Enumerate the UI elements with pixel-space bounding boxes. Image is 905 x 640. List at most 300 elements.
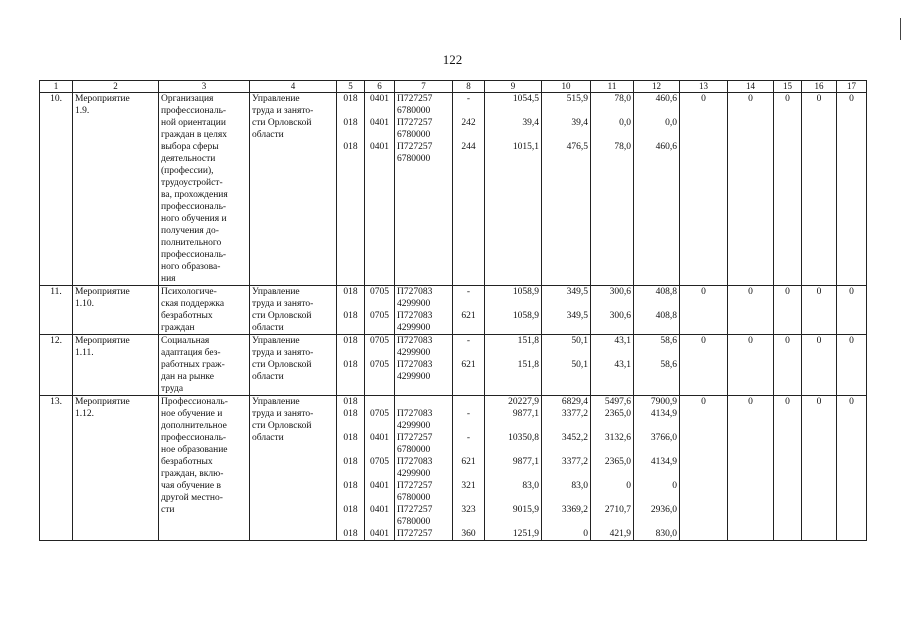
cell-line: адаптация без- [161,348,221,358]
year3-amount-cell [634,286,680,335]
year1-amount: 3452,2 [561,433,588,443]
cell-line: труда и занято- [252,106,314,116]
cell-line: Мероприятие [75,336,130,346]
budget-table [39,80,867,541]
indicator-c15-cell: 0 [774,396,802,541]
section-code: 0401 [370,94,389,104]
year1-amount: 349,5 [566,311,588,321]
header-cell: 4 [250,81,337,93]
total-amount: 10350,8 [508,433,539,443]
indicator-c16-cell: 0 [802,286,837,335]
spacer [544,105,588,117]
ministry-code: 018 [343,118,358,128]
cell-line: 1.11. [75,348,94,358]
spacer [339,298,362,310]
year1-amount: 476,5 [566,142,588,152]
year3-amount: 460,6 [655,94,677,104]
cell-line: 4299900 [397,372,431,382]
expense-type: 621 [461,311,476,321]
ministry-code: 018 [343,360,358,370]
spacer [367,298,392,310]
cell-line: выбора сферы [161,142,219,152]
header-cell: 11 [591,81,634,93]
section-code: 0401 [370,505,389,515]
spacer [339,444,362,456]
year1-amount: 3369,2 [561,505,588,515]
indicator-c15-cell: 0 [774,286,802,335]
expense-type-cell [453,396,485,541]
cell-line: области [252,372,284,382]
cell-line: 1.9. [75,106,90,116]
cell-line: Организация [161,94,214,104]
cell-line: безработных [161,457,213,467]
section-code-cell [365,335,395,396]
header-cell: 7 [395,81,453,93]
spacer [455,420,482,432]
year3-amount: 4134,9 [650,409,677,419]
cell-line: полнительного [161,238,222,248]
spacer [544,153,588,165]
spacer [339,492,362,504]
total-amount: 151,8 [517,336,539,346]
year3-amount: 830,0 [655,529,677,539]
header-cell: 1 [40,81,73,93]
spacer [593,420,631,432]
indicator-c14-cell: 0 [728,93,774,286]
cell-line: 6780000 [397,106,431,116]
ministry-code-cell [337,335,365,396]
spacer [487,347,539,359]
spacer [544,322,588,334]
spacer [636,298,677,310]
year2-amount: 0 [626,481,631,491]
spacer [593,105,631,117]
spacer [593,322,631,334]
cell-line: 1.10. [75,299,94,309]
expense-type-cell [453,286,485,335]
cell-line: Управление [252,94,300,104]
spacer [367,516,392,528]
cell-line: 4299900 [397,469,431,479]
year2-amount-cell [591,335,634,396]
event-name-cell [159,396,250,541]
header-cell: 10 [542,81,591,93]
ministry-code: 018 [343,142,358,152]
cell-line: 6780000 [397,517,431,527]
cell-line: сти Орловской [252,421,312,431]
expense-type: 244 [461,142,476,152]
cell-line: Мероприятие [75,397,130,407]
indicator-c17-cell: 0 [837,286,867,335]
year1-amount-cell [542,93,591,286]
spacer [636,347,677,359]
year2-amount: 300,6 [609,311,631,321]
cell-line: профессиональ- [161,106,227,116]
cell-line: профессиональ- [161,250,227,260]
year1-amount: 50,1 [571,336,588,346]
target-article-cell [395,335,453,396]
section-code: 0401 [370,481,389,491]
spacer [455,371,482,383]
ministry-code: 018 [343,336,358,346]
header-row [40,81,867,93]
total-amount: 1015,1 [512,142,539,152]
header-cell: 12 [634,81,680,93]
indicator-c15-cell: 0 [774,93,802,286]
spacer [367,347,392,359]
section-code: 0705 [370,336,389,346]
spacer [593,371,631,383]
year1-amount-cell [542,396,591,541]
year3-amount: 408,8 [655,287,677,297]
spacer [544,492,588,504]
spacer [339,347,362,359]
indicator-c13-cell: 0 [680,93,728,286]
cell-line: получения до- [161,226,219,236]
spacer [636,492,677,504]
table-header [40,81,867,93]
section-code: 0401 [370,118,389,128]
year2-amount: 78,0 [614,142,631,152]
total-amount: 1251,9 [512,529,539,539]
year2-amount-cell [591,286,634,335]
cell-line: чая обучение в [161,481,221,491]
spacer [636,129,677,141]
total-line: 20227,9 [508,397,539,407]
spacer [455,322,482,334]
year2-amount: 2365,0 [604,409,631,419]
year2-amount-cell [591,93,634,286]
ministry-code: 018 [343,311,358,321]
spacer [487,492,539,504]
spacer [593,129,631,141]
cell-line: П727257 [397,118,433,128]
spacer [636,468,677,480]
spacer [455,105,482,117]
section-code: 0401 [370,529,389,539]
cell-line: ной ориентации [161,118,226,128]
indicator-c14-cell: 0 [728,335,774,396]
spacer [367,420,392,432]
total-amount: 1058,9 [512,287,539,297]
executor-cell [250,286,337,335]
indicator-c16-cell: 0 [802,335,837,396]
spacer [593,298,631,310]
table-row [40,396,867,541]
expense-type: - [466,94,471,104]
spacer [544,516,588,528]
ministry-code-cell [337,93,365,286]
cell-line: ния [161,274,176,284]
expense-type-cell [453,335,485,396]
cell-line: дан на рынке [161,372,214,382]
expense-type-cell [453,93,485,286]
row-number: 13. [40,396,73,541]
spacer [487,153,539,165]
table-row [40,93,867,286]
cell-line: Социальная [161,336,210,346]
total-amount: 1058,9 [512,311,539,321]
total-line: 6829,4 [561,397,588,407]
spacer [487,371,539,383]
expense-type: 323 [461,505,476,515]
spacer [544,298,588,310]
year2-amount: 2710,7 [604,505,631,515]
total-amount: 9015,9 [512,505,539,515]
year3-amount: 58,6 [660,336,677,346]
spacer [455,444,482,456]
expense-type: 621 [461,457,476,467]
cell-line: П727257 [397,142,433,152]
expense-type: 621 [461,360,476,370]
event-name-cell [159,286,250,335]
spacer [367,492,392,504]
indicator-c16-cell: 0 [802,396,837,541]
indicator-c14-cell: 0 [728,286,774,335]
ministry-code-cell [337,396,365,541]
spacer [455,516,482,528]
cell-line: ного образова- [161,262,221,272]
cell-line: П727083 [397,360,433,370]
ministry-code: 018 [343,529,358,539]
indicator-c15-cell: 0 [774,335,802,396]
cell-line: (профессии), [161,166,214,176]
spacer [339,153,362,165]
year3-amount: 58,6 [660,360,677,370]
spacer [593,153,631,165]
spacer [544,468,588,480]
cell-line: труда и занято- [252,299,314,309]
header-cell: 14 [728,81,774,93]
total-amount-cell [485,335,542,396]
cell-line: области [252,433,284,443]
year2-amount-cell [591,396,634,541]
spacer [487,516,539,528]
total-amount-cell [485,286,542,335]
cell-line: Управление [252,397,300,407]
spacer [544,347,588,359]
year3-amount-cell [634,396,680,541]
header-cell: 13 [680,81,728,93]
spacer [367,129,392,141]
total-line: 018 [343,397,358,407]
spacer [636,420,677,432]
year2-amount: 421,9 [609,529,631,539]
spacer [593,492,631,504]
spacer [455,129,482,141]
spacer [593,444,631,456]
spacer [339,129,362,141]
spacer [593,347,631,359]
cell-line: безработных [161,311,213,321]
spacer [339,420,362,432]
ministry-code: 018 [343,481,358,491]
cell-line: труда и занято- [252,348,314,358]
expense-type: 321 [461,481,476,491]
spacer [636,322,677,334]
header-cell: 17 [837,81,867,93]
spacer [455,468,482,480]
event-name-cell [159,335,250,396]
spacer [339,468,362,480]
spacer [636,516,677,528]
cell-line: П727257 [397,433,433,443]
spacer [455,153,482,165]
cell-line: области [252,130,284,140]
section-code: 0705 [370,311,389,321]
cell-line: граждан [161,323,195,333]
ministry-code: 018 [343,94,358,104]
cell-line: профессиональ- [161,202,227,212]
spacer [455,298,482,310]
total-line [367,396,392,408]
header-cell: 8 [453,81,485,93]
table-row [40,286,867,335]
cell-line: труда [161,384,184,394]
cell-line: деятельности [161,154,216,164]
cell-line: 6780000 [397,130,431,140]
target-article-cell [395,93,453,286]
indicator-c13-cell: 0 [680,335,728,396]
expense-type: - [466,336,471,346]
ministry-code: 018 [343,409,358,419]
cell-line: дополнительное [161,421,227,431]
spacer [593,468,631,480]
spacer [367,371,392,383]
spacer [544,371,588,383]
cell-line: 6780000 [397,445,431,455]
cell-line: П727083 [397,457,433,467]
section-code: 0401 [370,142,389,152]
header-cell: 3 [159,81,250,93]
cell-line: 6780000 [397,154,431,164]
cell-line: П727257 [397,481,433,491]
spacer [487,129,539,141]
section-code: 0705 [370,360,389,370]
section-code-cell [365,396,395,541]
header-cell: 16 [802,81,837,93]
expense-type: - [466,433,471,443]
year1-amount: 3377,2 [561,457,588,467]
page-number: 122 [442,52,463,67]
year1-amount-cell [542,335,591,396]
expense-type: - [466,287,471,297]
year1-amount: 83,0 [571,481,588,491]
year3-amount: 408,8 [655,311,677,321]
header-cell: 9 [485,81,542,93]
cell-line: Психологиче- [161,287,217,297]
row-number: 10. [40,93,73,286]
cell-line: 6780000 [397,493,431,503]
header-cell: 5 [337,81,365,93]
cell-line: П727257 [397,529,433,539]
year3-amount-cell [634,335,680,396]
page-edge-mark [900,18,901,40]
total-amount: 83,0 [522,481,539,491]
cell-line: ская поддержка [161,299,225,309]
spacer [367,153,392,165]
cell-line: граждан, вклю- [161,469,224,479]
header-cell: 6 [365,81,395,93]
year1-amount-cell [542,286,591,335]
total-line: 5497,6 [604,397,631,407]
expense-type: - [466,409,471,419]
spacer [339,105,362,117]
total-line [455,396,482,408]
expense-type: 242 [461,118,476,128]
cell-line: П727083 [397,409,433,419]
section-code: 0401 [370,433,389,443]
spacer [487,322,539,334]
cell-line: труда и занято- [252,409,314,419]
spacer [339,322,362,334]
event-cell [73,286,159,335]
spacer [487,105,539,117]
event-cell [73,335,159,396]
cell-line: П727257 [397,505,433,515]
header-cell: 2 [73,81,159,93]
ministry-code-cell [337,286,365,335]
header-cell: 15 [774,81,802,93]
year2-amount: 43,1 [614,336,631,346]
indicator-c14-cell: 0 [728,396,774,541]
expense-type: 360 [461,529,476,539]
ministry-code: 018 [343,505,358,515]
event-cell [73,396,159,541]
cell-line: П727083 [397,311,433,321]
cell-line: ва, прохождения [161,190,228,200]
section-code-cell [365,93,395,286]
section-code: 0705 [370,287,389,297]
indicator-c17-cell: 0 [837,396,867,541]
executor-cell [250,93,337,286]
year3-amount: 2936,0 [650,505,677,515]
executor-cell [250,335,337,396]
year3-amount: 4134,9 [650,457,677,467]
target-article-cell [395,286,453,335]
spacer [487,420,539,432]
spacer [636,444,677,456]
year3-amount: 460,6 [655,142,677,152]
indicator-c17-cell: 0 [837,93,867,286]
year2-amount: 300,6 [609,287,631,297]
cell-line: 4299900 [397,348,431,358]
cell-line: 4299900 [397,421,431,431]
executor-cell [250,396,337,541]
year2-amount: 43,1 [614,360,631,370]
event-cell [73,93,159,286]
spacer [339,371,362,383]
cell-line: работных граж- [161,360,225,370]
cell-line: сти Орловской [252,118,312,128]
row-number: 11. [40,286,73,335]
total-amount: 39,4 [522,118,539,128]
cell-line: П727083 [397,336,433,346]
cell-line: Мероприятие [75,287,130,297]
spacer [339,516,362,528]
spacer [455,347,482,359]
year2-amount: 3132,6 [604,433,631,443]
cell-line: сти Орловской [252,360,312,370]
row-number: 12. [40,335,73,396]
table-body [40,93,867,541]
cell-line: 1.12. [75,409,94,419]
spacer [367,105,392,117]
total-amount-cell [485,93,542,286]
total-line [397,396,450,408]
cell-line: П727257 [397,94,433,104]
cell-line: П727083 [397,287,433,297]
